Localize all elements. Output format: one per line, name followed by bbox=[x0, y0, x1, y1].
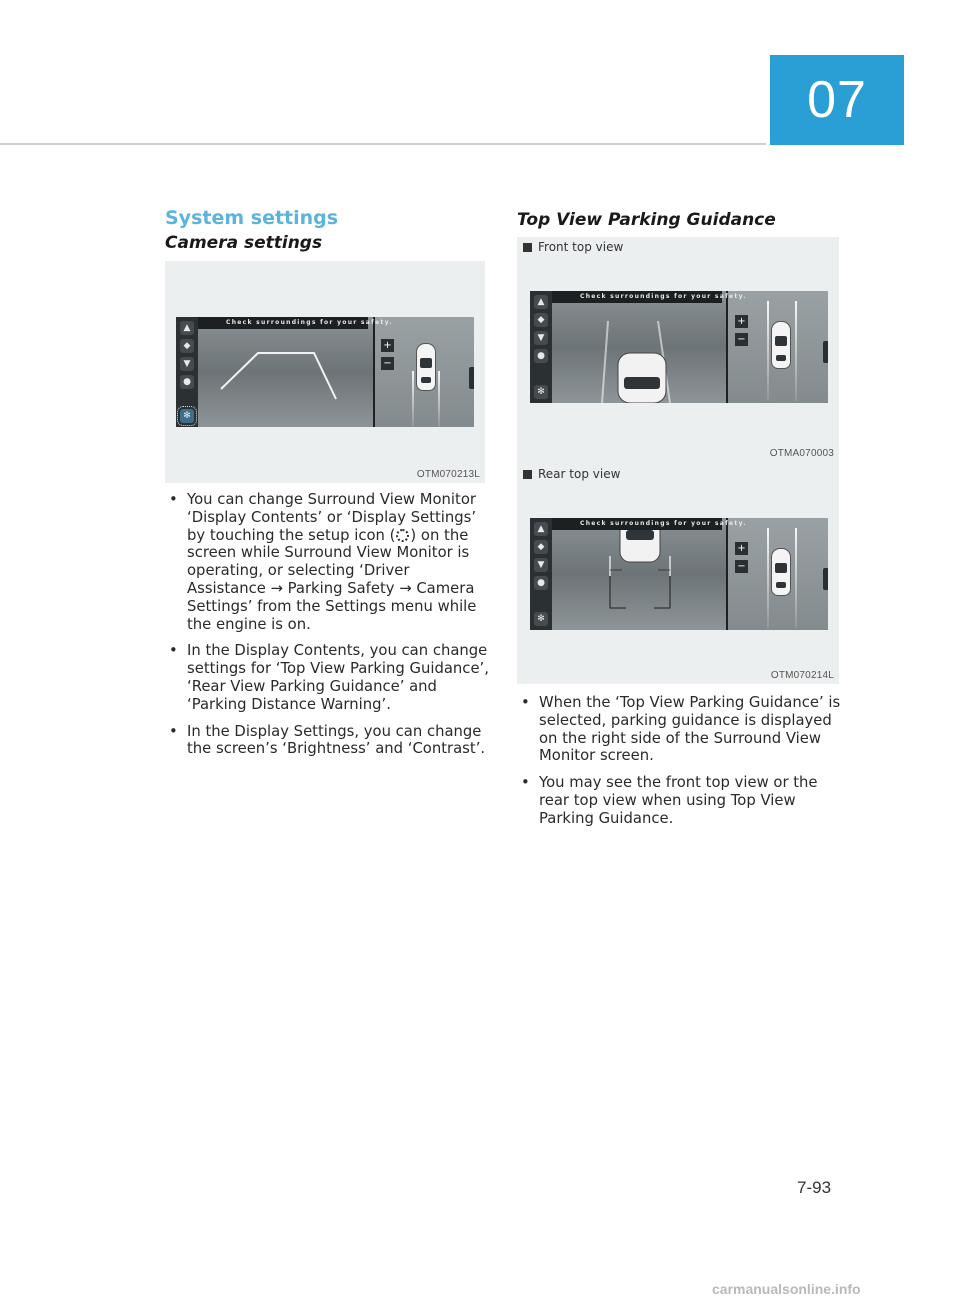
camera-3d-icon[interactable]: ● bbox=[534, 576, 548, 590]
subsection-title-top-view: Top View Parking Guidance bbox=[517, 210, 776, 230]
figure-code: OTM070214L bbox=[770, 670, 834, 681]
setup-gear-icon[interactable]: ✻ bbox=[534, 385, 548, 399]
top-view-guide-line bbox=[767, 528, 769, 628]
camera-front-icon[interactable]: ▲ bbox=[534, 295, 548, 309]
camera-icon-strip bbox=[530, 291, 552, 403]
panel-handle[interactable] bbox=[469, 367, 474, 389]
svm-screen-front bbox=[530, 291, 828, 403]
camera-side-icon[interactable]: ◆ bbox=[180, 339, 194, 353]
svm-screen bbox=[176, 317, 474, 427]
car-top-icon bbox=[771, 321, 791, 369]
section-title: System settings bbox=[165, 207, 339, 229]
camera-view bbox=[176, 317, 376, 427]
camera-settings-bullets bbox=[165, 491, 491, 767]
list-item: • You can change Surround View Monitor ‘Display Contents’ or ‘Display Settings’ by touching the setup icon ( ) on the screen while Surround View Monitor is operating, or selecting ‘Driver Assistance → Parking Safety → Camera Settings’ from the Settings menu while the engine is on. bbox=[165, 491, 491, 633]
setup-gear-icon bbox=[396, 529, 409, 542]
setup-gear-icon[interactable]: ✻ bbox=[534, 612, 548, 626]
front-guide-lines bbox=[530, 291, 726, 403]
rear-guide-lines bbox=[530, 518, 726, 630]
zoom-out-button[interactable]: − bbox=[735, 560, 748, 573]
car-top-icon bbox=[771, 548, 791, 596]
list-item: • In the Display Contents, you can change settings for ‘Top View Parking Guidance’, ‘Rear View Parking Guidance’ and ‘Parking Distance Warning’. bbox=[165, 642, 491, 713]
list-item: • In the Display Settings, you can change the screen’s ‘Brightness’ and ‘Contrast’. bbox=[165, 723, 491, 759]
camera-side-icon[interactable]: ◆ bbox=[534, 313, 548, 327]
camera-rear-icon[interactable]: ▼ bbox=[534, 331, 548, 345]
top-view-guide-line bbox=[795, 528, 797, 628]
list-item: • When the ‘Top View Parking Guidance’ is selected, parking guidance is displayed on the right side of the Surround View Monitor screen. bbox=[517, 694, 847, 765]
camera-side-icon[interactable]: ◆ bbox=[534, 540, 548, 554]
page-number: 7-93 bbox=[797, 1178, 832, 1197]
figure-code: OTMA070003 bbox=[769, 448, 834, 459]
chapter-tab: 07 bbox=[770, 55, 904, 145]
front-camera-view bbox=[530, 291, 726, 403]
top-view-guide-line bbox=[767, 301, 769, 401]
camera-front-icon[interactable]: ▲ bbox=[180, 321, 194, 335]
header-rule bbox=[0, 143, 766, 145]
figure-label-front: Front top view bbox=[523, 240, 623, 254]
panel-handle[interactable] bbox=[823, 568, 828, 590]
camera-icon-strip bbox=[530, 518, 552, 630]
figure-code: OTM070213L bbox=[416, 469, 480, 480]
zoom-in-button[interactable]: + bbox=[735, 315, 748, 328]
safety-message: Check surroundings for your safety. bbox=[198, 317, 368, 329]
camera-icon-strip bbox=[176, 317, 198, 427]
rear-camera-view bbox=[530, 518, 726, 630]
camera-3d-icon[interactable]: ● bbox=[180, 375, 194, 389]
camera-rear-icon[interactable]: ▼ bbox=[534, 558, 548, 572]
top-view-guide-line bbox=[795, 301, 797, 401]
zoom-out-button[interactable]: − bbox=[735, 333, 748, 346]
zoom-in-button[interactable]: + bbox=[381, 339, 394, 352]
car-top-icon bbox=[416, 343, 436, 391]
panel-handle[interactable] bbox=[823, 341, 828, 363]
zoom-in-button[interactable]: + bbox=[735, 542, 748, 555]
watermark: carmanualsonline.info bbox=[712, 1281, 861, 1297]
safety-message: Check surroundings for your safety. bbox=[552, 518, 722, 530]
zoom-out-button[interactable]: − bbox=[381, 357, 394, 370]
setup-gear-icon[interactable]: ✻ bbox=[180, 409, 194, 423]
figure-camera-settings bbox=[165, 261, 485, 483]
top-view-bullets bbox=[517, 694, 847, 837]
subsection-title-camera-settings: Camera settings bbox=[165, 233, 323, 253]
figure-top-view bbox=[517, 237, 839, 684]
camera-front-icon[interactable]: ▲ bbox=[534, 522, 548, 536]
top-view-guide-line bbox=[412, 371, 414, 427]
svm-screen-rear bbox=[530, 518, 828, 630]
list-item: • You may see the front top view or the rear top view when using Top View Parking Guidance. bbox=[517, 774, 847, 827]
rear-guide-lines bbox=[176, 317, 376, 427]
figure-label-rear: Rear top view bbox=[523, 467, 620, 481]
safety-message: Check surroundings for your safety. bbox=[552, 291, 722, 303]
top-view-guide-line bbox=[438, 371, 440, 427]
camera-rear-icon[interactable]: ▼ bbox=[180, 357, 194, 371]
camera-3d-icon[interactable]: ● bbox=[534, 349, 548, 363]
